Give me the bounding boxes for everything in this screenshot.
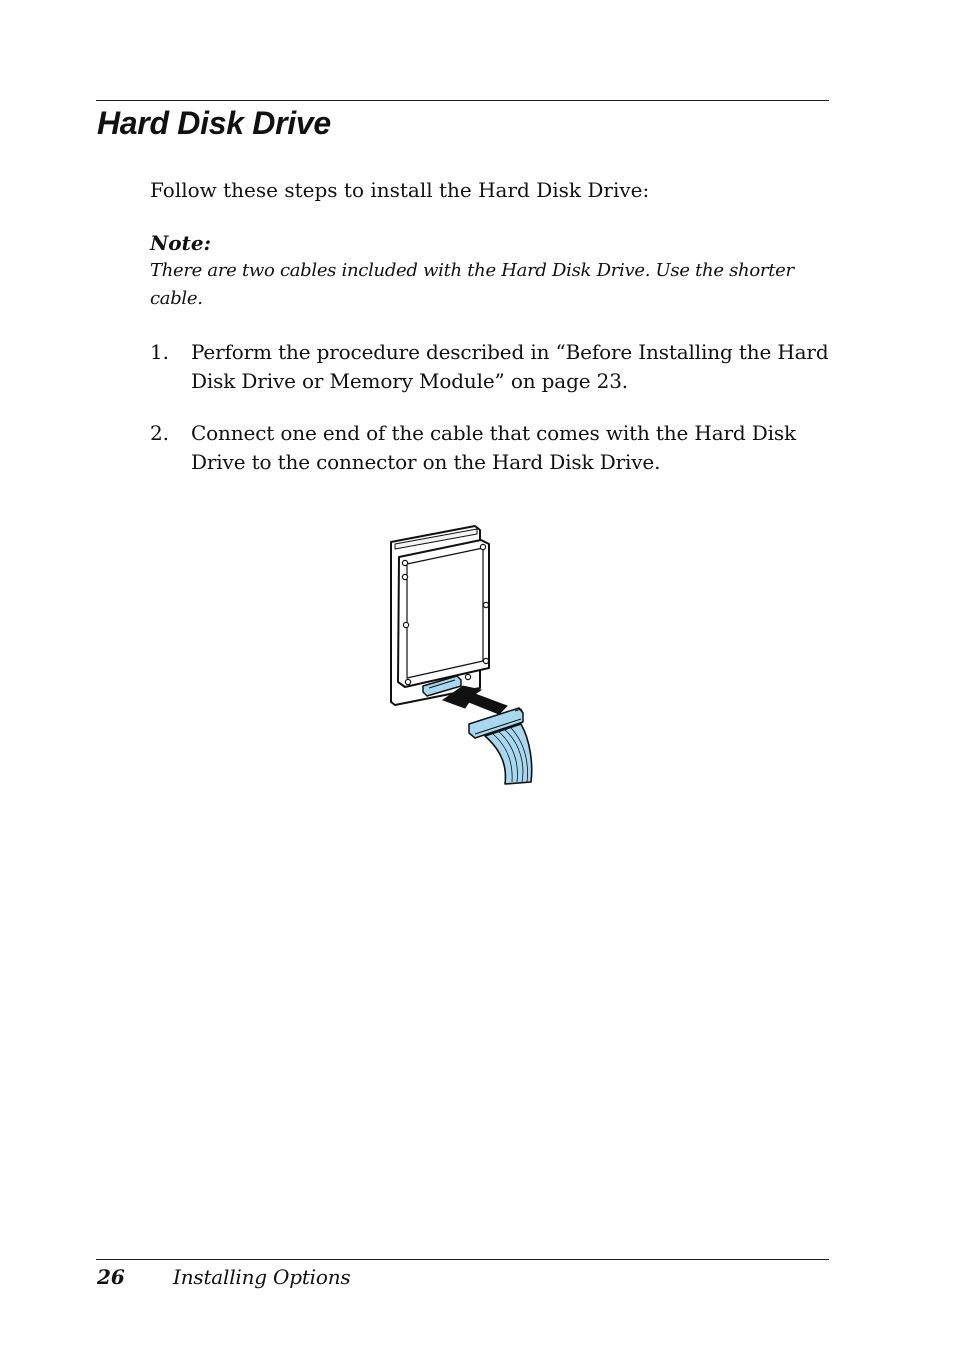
note-text: There are two cables included with the Hard Disk Drive. Use the shorter cable. (150, 260, 794, 309)
hard-disk-drive (398, 540, 489, 687)
step-text: Connect one end of the cable that comes with the Hard Disk Drive to the connector on the Hard Disk Drive. (191, 421, 796, 474)
page-title: Hard Disk Drive (97, 105, 331, 141)
footer-rule (96, 1259, 829, 1260)
step-item (150, 338, 830, 396)
page-number: 26 (97, 1265, 125, 1289)
step-item (150, 419, 830, 477)
footer-section-title: Installing Options (173, 1265, 351, 1289)
step-number: 2. (150, 421, 169, 445)
ribbon-cable (485, 724, 532, 784)
hard-disk-cable-illustration (385, 520, 545, 790)
step-text: Perform the procedure described in “Before Installing the Hard Disk Drive or Memory Module” on page 23. (191, 340, 829, 393)
step-number: 1. (150, 340, 169, 364)
note-heading: Note: (150, 231, 211, 255)
intro-text: Follow these steps to install the Hard Disk Drive: (150, 178, 650, 202)
